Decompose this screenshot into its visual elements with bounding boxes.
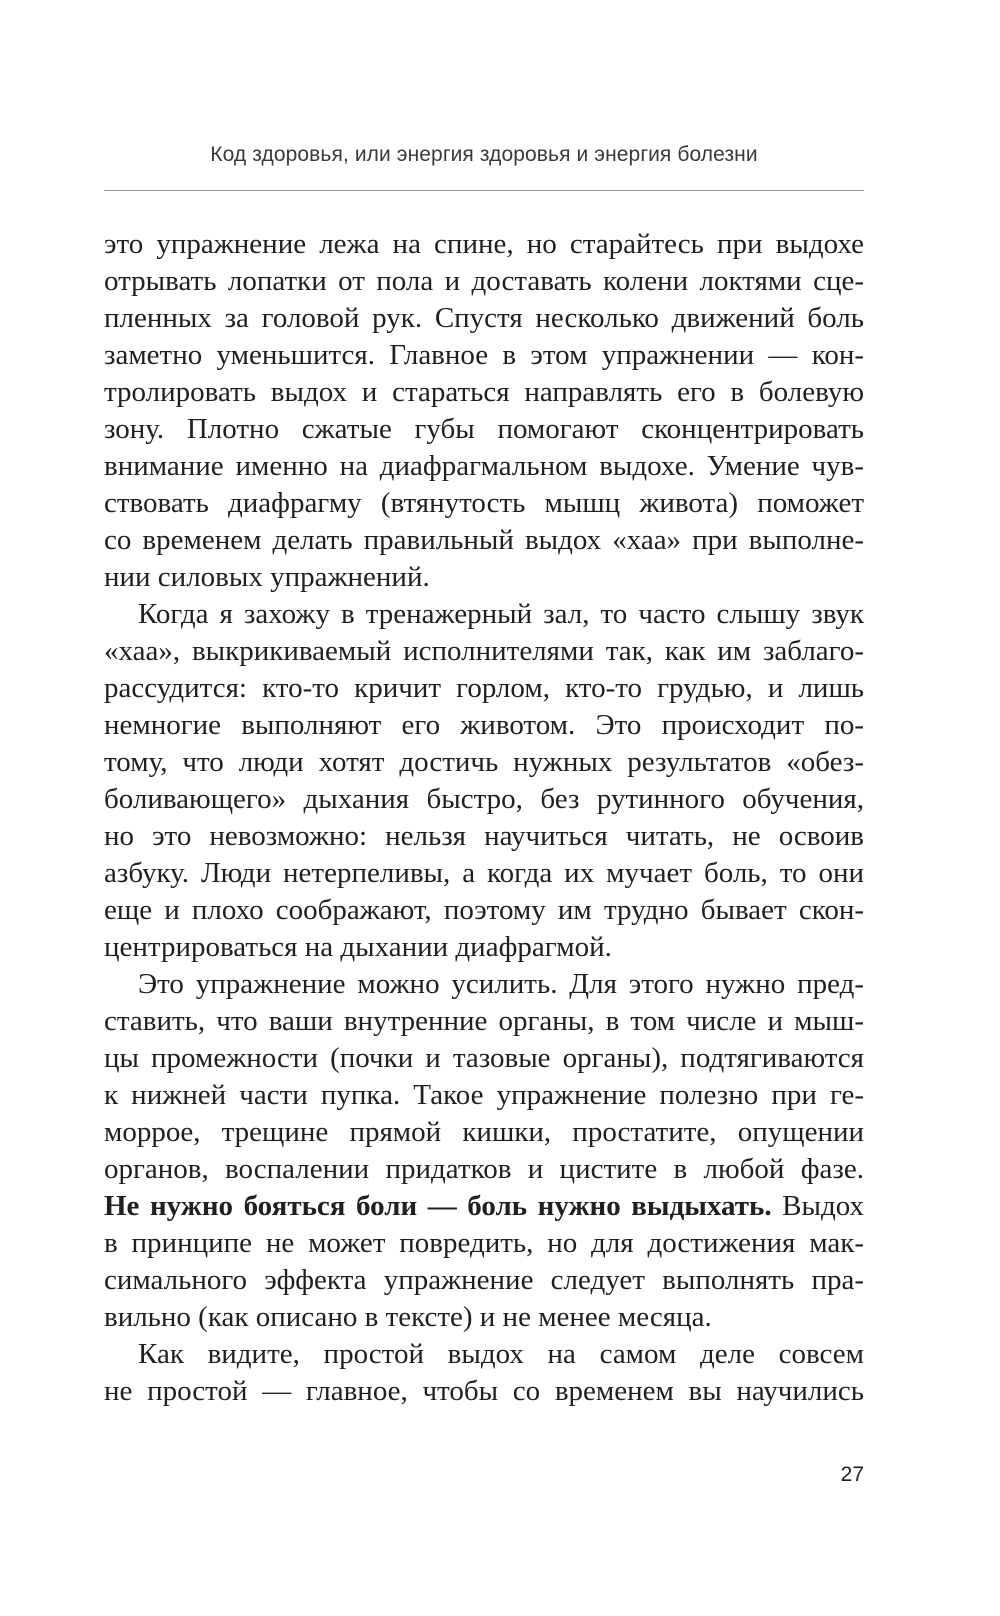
running-header-title: Код здоровья, или энергия здоровья и энергия болезни [210,143,758,166]
text-line: тому, что люди хотят достичь нужных результатов «обез- [104,746,864,778]
body-text [104,226,864,1410]
text-line: вильно (как описано в тексте) и не менее месяца. [104,1301,712,1333]
text-line: не простой — главное, чтобы со временем вы научились [104,1375,864,1407]
text-line: цы промежности (почки и тазовые органы), подтягиваются [104,1042,864,1074]
text-line: боливающего» дыхания быстро, без рутинного обучения, [104,783,864,815]
text-line: но это невозможно: нельзя научиться читать, не освоив [104,820,864,852]
text-line: органов, воспалении придатков и цистите в любой фазе. [104,1153,864,1185]
text-line: еще и плохо соображают, поэтому им трудно бывает скон- [104,894,864,926]
text-line: зону. Плотно сжатые губы помогают сконцентрировать [104,413,864,445]
text-line: внимание именно на диафрагмальном выдохе. Умение чув- [104,450,864,482]
text-line: немногие выполняют его животом. Это происходит по- [104,709,864,741]
text-line-with-bold [104,1188,864,1225]
text-line: морроe, трещине прямой кишки, простатите, опущении [104,1116,864,1148]
text-line: в принципе не может повредить, но для достижения мак- [104,1227,864,1259]
text-line: азбуку. Люди нетерпеливы, а когда их мучает боль, то они [104,857,864,889]
text-line: заметно уменьшится. Главное в этом упражнении — кон- [104,339,864,371]
page-number: 27 [840,1463,864,1486]
paragraph-first-line: Когда я захожу в тренажерный зал, то часто слышу звук [138,598,864,630]
text-line: центрироваться на дыхании диафрагмой. [104,931,612,963]
paragraph-first-line: Это упражнение можно усилить. Для этого нужно пред- [138,968,864,1000]
text-line: пленных за головой рук. Спустя несколько движений боль [104,302,864,334]
text-line: симального эффекта упражнение следует выполнять пра- [104,1264,864,1296]
paragraph-first-line: Как видите, простой выдох на самом деле совсем [138,1338,864,1370]
text-line: отрывать лопатки от пола и доставать колени локтями сце- [104,265,864,297]
header-divider [104,190,864,191]
text-line: «хаа», выкрикиваемый исполнителями так, как им заблаго- [104,635,864,667]
text-line: рассудится: кто-то кричит горлом, кто-то грудью, и лишь [104,672,864,704]
text-line: тролировать выдох и стараться направлять его в болевую [104,376,864,408]
text-line: ствовать диафрагму (втянутость мышц живота) поможет [104,487,864,519]
text-line: нии силовых упражнений. [104,561,430,593]
bold-sentence: Не нужно бояться боли — боль нужно выдыхать. [104,1190,772,1222]
text-line: со временем делать правильный выдох «хаа» при выполне- [104,524,864,556]
text-line: это упражнение лежа на спине, но старайтесь при выдохе [104,228,864,260]
text-line: к нижней части пупка. Такое упражнение полезно при ге- [104,1079,864,1111]
text-line: ставить, что ваши внутренние органы, в том числе и мыш- [104,1005,864,1037]
text-fragment: Выдох [771,1190,864,1222]
